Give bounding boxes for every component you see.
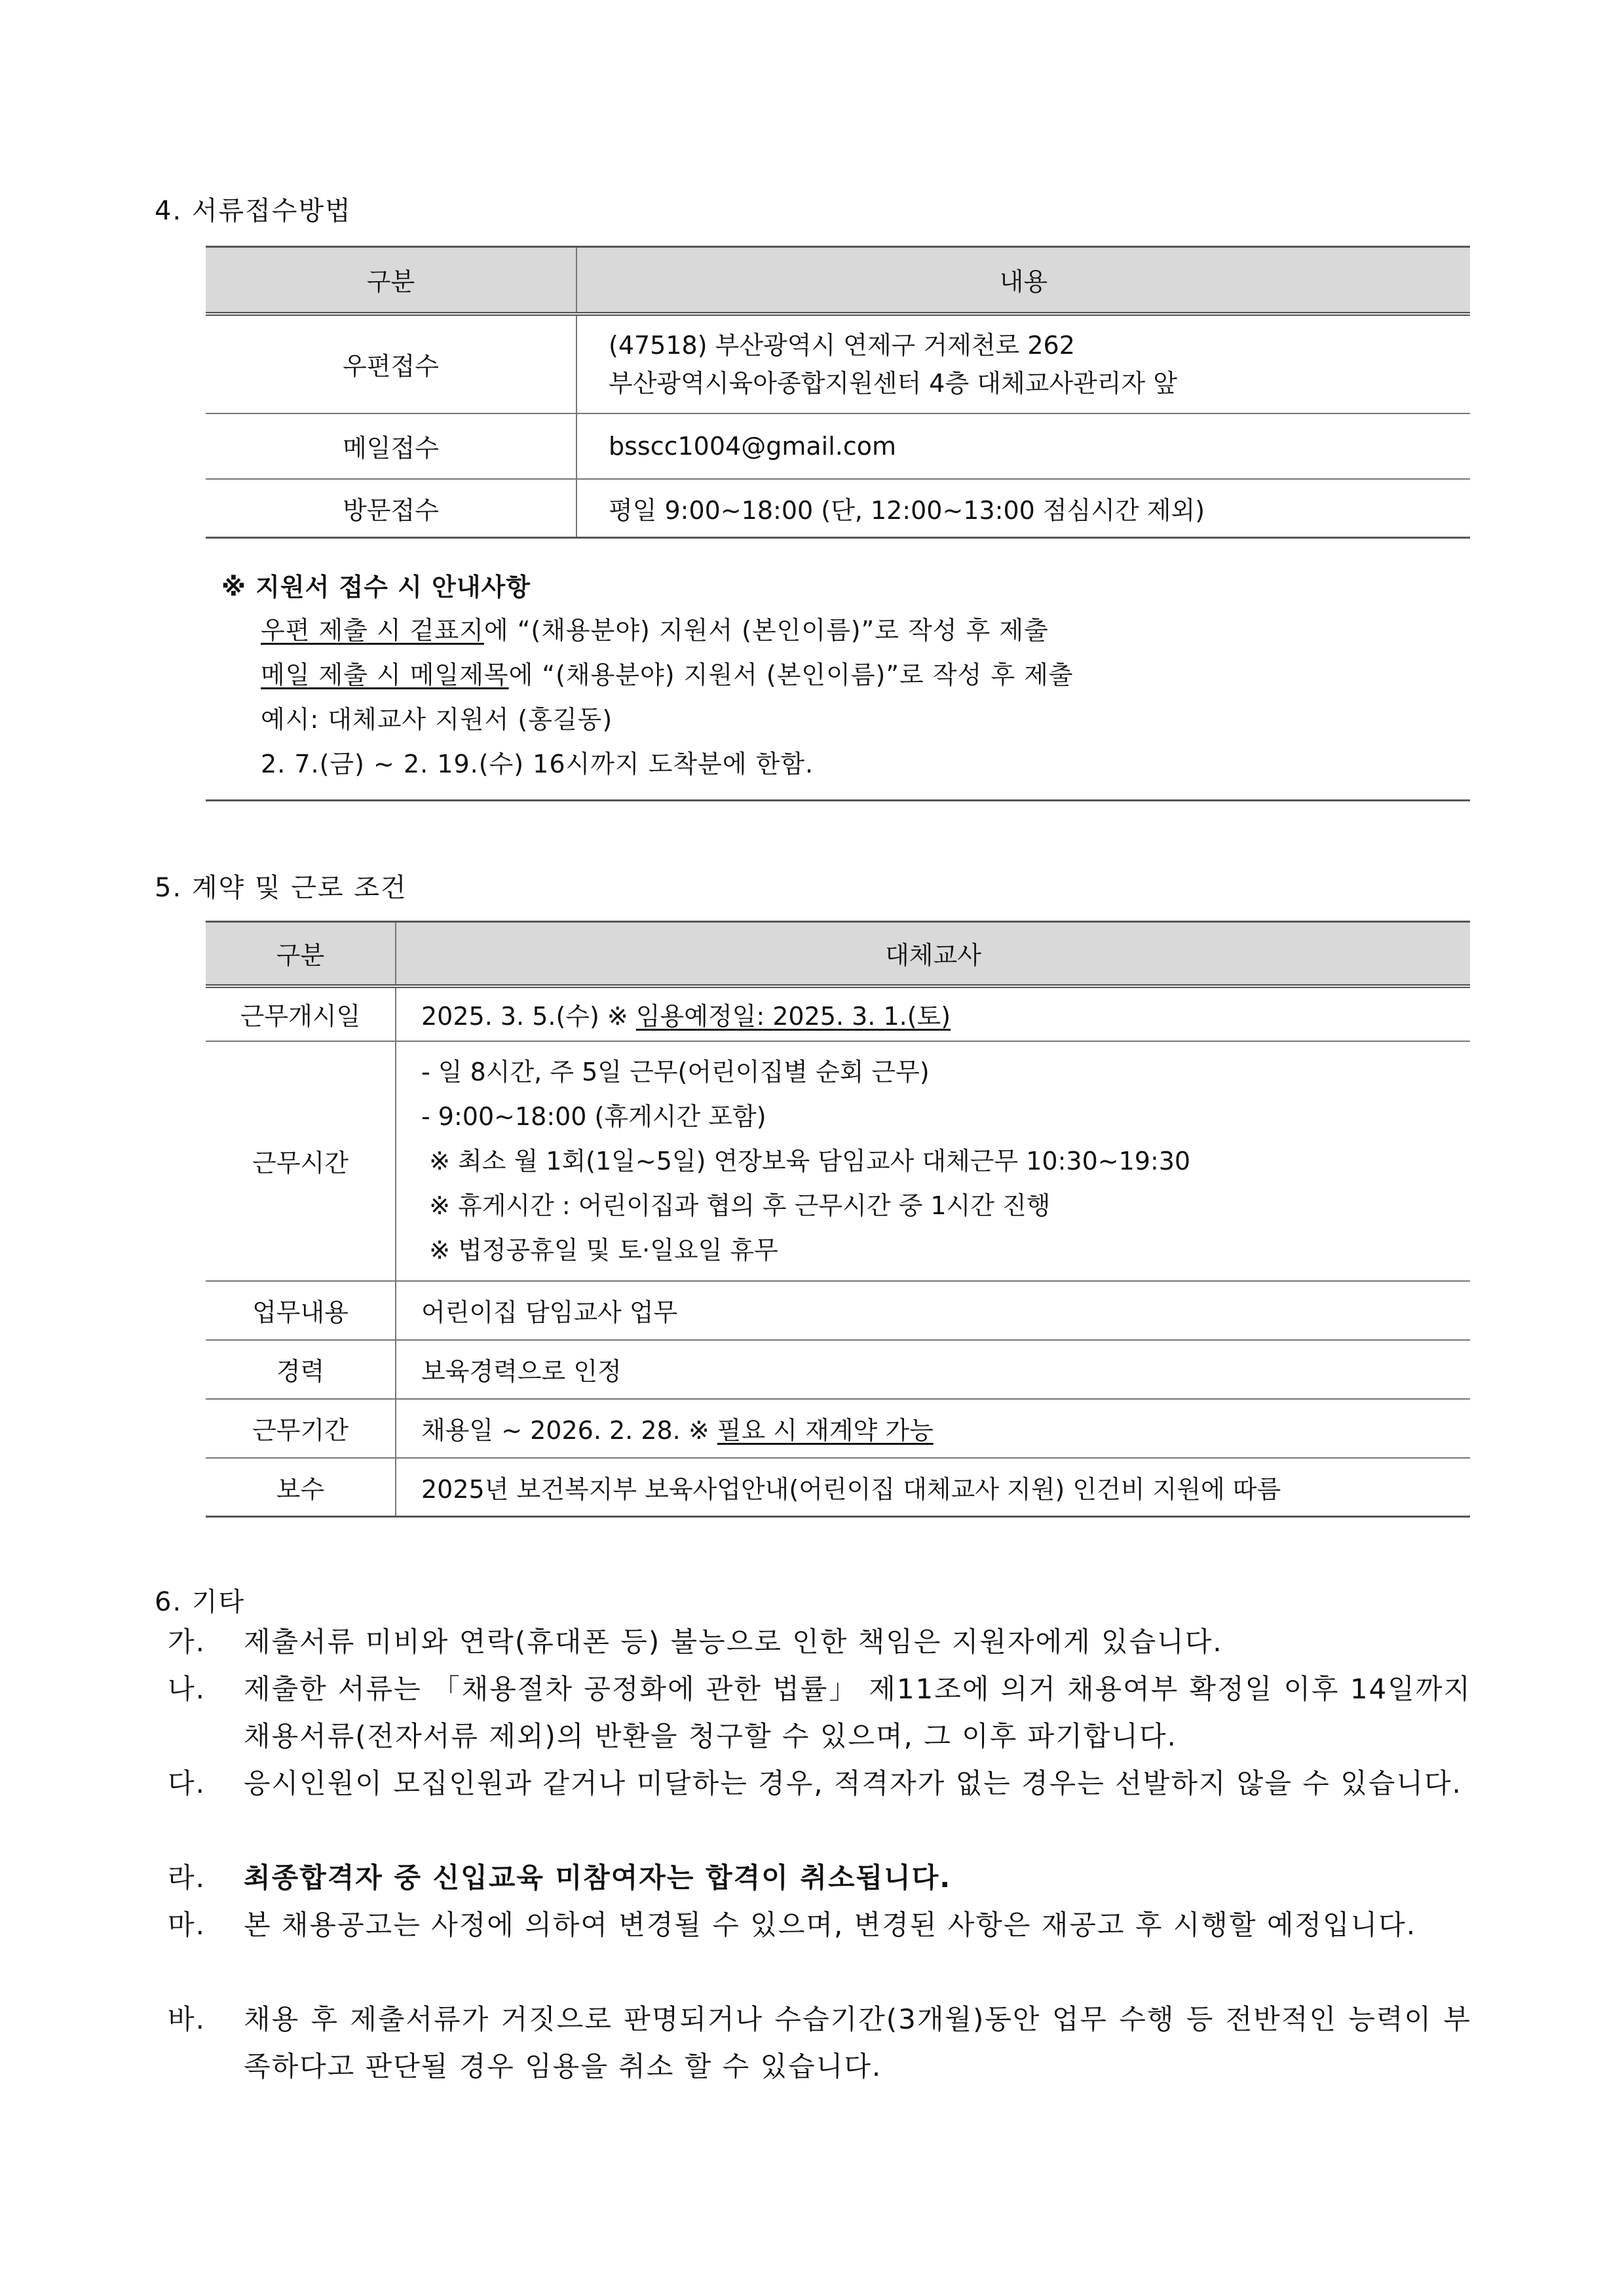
section-6-title: 6. 기타: [155, 1587, 246, 1617]
notice-line-deadline: 2. 7.(금) ~ 2. 19.(수) 16시까지 도착분에 한함.: [261, 750, 814, 778]
row-label: 근무시간: [206, 1041, 396, 1281]
table-row-pay: [206, 1458, 1470, 1517]
row-label: 우편접수: [206, 314, 576, 413]
header-category: 구분: [206, 247, 576, 314]
table-header-row: [206, 922, 1470, 986]
postal-address: (47518) 부산광역시 연제구 거제천로 262 부산광역시육아종합지원센터 4층 대체교사관리자 앞: [576, 314, 1470, 413]
table-row-duty: [206, 1281, 1470, 1340]
document-page: 4. 서류접수방법 구분 내용 우편접수 (47518) 부산광역시 연제구 거제천로 262 부산광역시육아종합지원센터 4층 대체교사관리자 앞 메일접수 bsscc1004@gmail.com 방문접수 평일 9:00~18:00 (단, 12:00~13:00 점심시간 제외) ※ 지원서 접수 시 안내사항 우편 제출 시 겉표지에 “(채용분야) 지원서 (본인이름)”로 작성 후 제출 메일 제출 시 메일제목에 “(채용분야) 지원서 (본인이름)”로 작성 후 제출 예시: 대체교사 지원서 (홍길동) 2. 7.(금) ~ 2. 19.(수) 16시까지 도착분에 한함. 5. 계약 및 근로 조건 구분 대체교사 근무개시일 2025. 3. 5.(수) ※ 임용예정일: 2025. 3. 1.(토) 근무시간 - 일 8시간, 주 5일 근무(어린이집별 순회 근무) - 9:00~18:00 (휴게시간 포함) ※ 최소 월 1회(1일~5일) 연장보육 담임교사 대체근무 10:30~19:30 ※ 휴게시간 : 어린이집과 협의 후 근무시간 중 1시간 진행 ※ 법정공휴일 및 토·일요일 휴무 업무내용 어린이집 담임교사 업무 경력 보육경력으로 인정 근무기간 채용일 ~ 2026. 2. 28. ※ 필요 시 재계약 가능 보수 2025년 보건복지부 보육사업안내(어린이집 대체교사 지원) 인건비 지원에 따름 6. 기타 가. 제출서류 미비와 연락(휴대폰 등) 불능으로 인한 책임은 지원자에게 있습니다. 나. 제출한 서류는 「채용절차 공정화에 관한 법률」 제11조에 의거 채용여부 확정일 이후 14일까지 채용서류(전자서류 제외)의 반환을 청구할 수 있으며, 그 이후 파기합니다. 다. 응시인원이 모집인원과 같거나 미달하는 경우, 적격자가 없는 경우는 선발하지 않을 수 있습니다. 라. 최종합격자 중 신입교육 미참여자는 합격이 취소됩니다. 마. 본 채용공고는 사정에 의하여 변경될 수 있으며, 변경된 사항은 재공고 후 시행할 예정입니다. 바. 채용 후 제출서류가 거짓으로 판명되거나 수습기간(3개월)동안 업무 수행 등 전반적인 능력이 부족하다고 판단될 경우 임용을 취소 할 수 있습니다.: [0, 0, 1624, 2296]
row-label: 방문접수: [206, 479, 576, 538]
header-content: 내용: [576, 247, 1470, 314]
row-label: 보수: [206, 1458, 396, 1517]
notice-line-postal: 우편 제출 시 겉표지에 “(채용분야) 지원서 (본인이름)”로 작성 후 제출: [261, 616, 1049, 645]
row-label: 업무내용: [206, 1281, 396, 1340]
row-label: 메일접수: [206, 413, 576, 479]
contract-conditions-table: [206, 921, 1470, 1518]
table-row-career: [206, 1340, 1470, 1399]
visit-hours: 평일 9:00~18:00 (단, 12:00~13:00 점심시간 제외): [576, 479, 1470, 538]
submission-notice: [206, 538, 1470, 801]
table-row-period: [206, 1399, 1470, 1458]
notice-line-example: 예시: 대체교사 지원서 (홍길동): [261, 705, 613, 734]
header-substitute-teacher: 대체교사: [396, 922, 1470, 986]
section-4-title: 4. 서류접수방법: [155, 196, 352, 226]
table-row-start-date: [206, 986, 1470, 1041]
row-label: 근무개시일: [206, 986, 396, 1041]
table-row-visit: [206, 479, 1470, 538]
table-row-email: [206, 413, 1470, 479]
pay-value: 2025년 보건복지부 보육사업안내(어린이집 대체교사 지원) 인건비 지원에 따름: [396, 1458, 1470, 1517]
notice-title: ※ 지원서 접수 시 안내사항: [221, 573, 531, 602]
row-label: 근무기간: [206, 1399, 396, 1458]
table-row-work-hours: [206, 1041, 1470, 1281]
career-value: 보육경력으로 인정: [396, 1340, 1470, 1399]
row-label: 경력: [206, 1340, 396, 1399]
start-date-value: 2025. 3. 5.(수) ※ 임용예정일: 2025. 3. 1.(토): [396, 986, 1470, 1041]
submission-method-table: [206, 246, 1470, 539]
section-5-title: 5. 계약 및 근로 조건: [155, 873, 407, 903]
duty-value: 어린이집 담임교사 업무: [396, 1281, 1470, 1340]
email-address: bsscc1004@gmail.com: [576, 413, 1470, 479]
period-value: 채용일 ~ 2026. 2. 28. ※ 필요 시 재계약 가능: [396, 1399, 1470, 1458]
header-category: 구분: [206, 922, 396, 986]
work-hours-value: - 일 8시간, 주 5일 근무(어린이집별 순회 근무) - 9:00~18:00 (휴게시간 포함) ※ 최소 월 1회(1일~5일) 연장보육 담임교사 대체근무 10:30~19:30 ※ 휴게시간 : 어린이집과 협의 후 근무시간 중 1시간 진행 ※ 법정공휴일 및 토·일요일 휴무: [396, 1041, 1470, 1281]
notice-line-email: 메일 제출 시 메일제목에 “(채용분야) 지원서 (본인이름)”로 작성 후 제출: [261, 660, 1074, 689]
table-row-mail: [206, 314, 1470, 413]
table-header-row: [206, 247, 1470, 314]
